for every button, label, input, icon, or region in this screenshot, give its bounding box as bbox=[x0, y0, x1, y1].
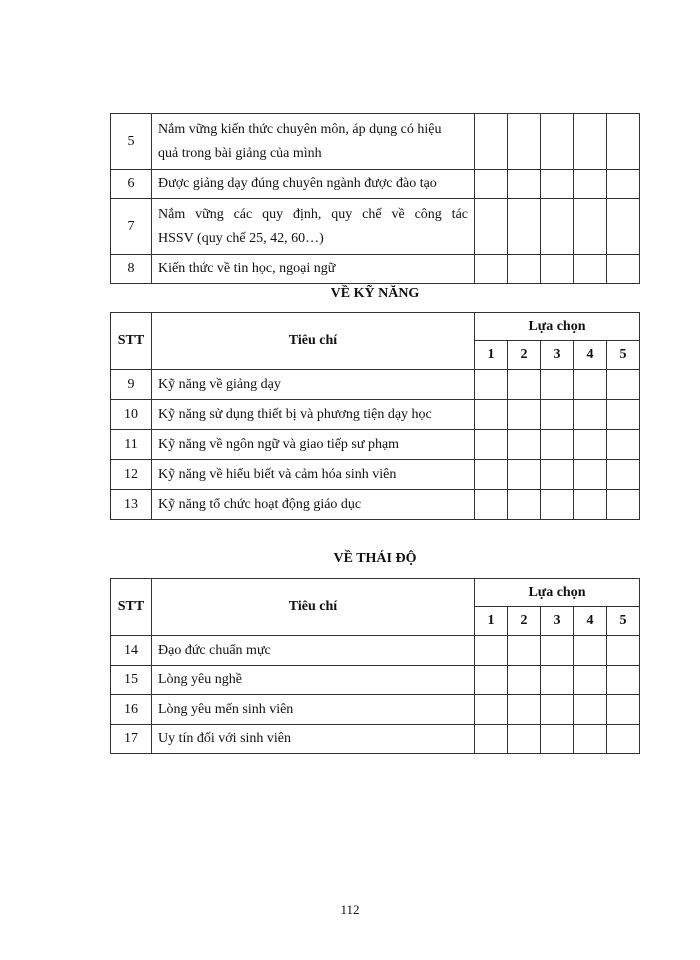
choice-1-cell[interactable] bbox=[474, 430, 507, 460]
choice-2-cell[interactable] bbox=[507, 666, 540, 695]
choice-header: Lựa chọn bbox=[474, 313, 639, 341]
choice-5-cell[interactable] bbox=[607, 199, 640, 255]
criteria-line: Nắm vững các quy định, quy chế về công tác bbox=[158, 206, 468, 222]
stt-header: STT bbox=[111, 579, 152, 636]
stt-header: STT bbox=[111, 313, 152, 370]
header-row bbox=[111, 313, 640, 341]
criteria-line: HSSV (quy chế 25, 42, 60…) bbox=[158, 230, 324, 246]
table-row bbox=[111, 255, 640, 284]
option-header: 5 bbox=[606, 607, 639, 636]
choice-5-cell[interactable] bbox=[606, 695, 639, 725]
choice-1-cell[interactable] bbox=[475, 199, 508, 255]
choice-3-cell[interactable] bbox=[541, 170, 574, 199]
skills-table bbox=[110, 312, 640, 520]
choice-4-cell[interactable] bbox=[573, 695, 606, 725]
choice-2-cell[interactable] bbox=[507, 400, 540, 430]
criteria-cell: Lòng yêu mến sinh viên bbox=[152, 695, 475, 725]
criteria-cell: Lòng yêu nghề bbox=[152, 666, 475, 695]
choice-5-cell[interactable] bbox=[606, 666, 639, 695]
table-row bbox=[111, 666, 640, 695]
table-row bbox=[111, 114, 640, 170]
table-row bbox=[111, 460, 640, 490]
row-number: 6 bbox=[111, 170, 152, 199]
choice-4-cell[interactable] bbox=[574, 255, 607, 284]
choice-1-cell[interactable] bbox=[474, 370, 507, 400]
criteria-cell: Kỹ năng về giảng dạy bbox=[152, 370, 475, 400]
criteria-line: quả trong bài giảng của mình bbox=[158, 145, 322, 161]
criteria-cell: Kiến thức về tin học, ngoại ngữ bbox=[152, 255, 475, 284]
choice-3-cell[interactable] bbox=[540, 460, 573, 490]
choice-header: Lựa chọn bbox=[474, 579, 639, 607]
choice-1-cell[interactable] bbox=[475, 114, 508, 170]
section-title-skills: VỀ KỸ NĂNG bbox=[330, 286, 420, 301]
criteria-cell: Được giảng dạy đúng chuyên ngành được đào tạo bbox=[152, 170, 475, 199]
table-row bbox=[111, 370, 640, 400]
choice-3-cell[interactable] bbox=[540, 430, 573, 460]
choice-3-cell[interactable] bbox=[540, 370, 573, 400]
table-row bbox=[111, 199, 640, 255]
choice-1-cell[interactable] bbox=[475, 170, 508, 199]
criteria-cell: Kỹ năng tổ chức hoạt động giáo dục bbox=[152, 490, 475, 520]
choice-1-cell[interactable] bbox=[475, 255, 508, 284]
criteria-cell: Uy tín đối với sinh viên bbox=[152, 725, 475, 754]
choice-2-cell[interactable] bbox=[507, 460, 540, 490]
row-number: 14 bbox=[111, 636, 152, 666]
choice-5-cell[interactable] bbox=[607, 255, 640, 284]
choice-2-cell[interactable] bbox=[508, 170, 541, 199]
choice-4-cell[interactable] bbox=[574, 199, 607, 255]
choice-2-cell[interactable] bbox=[507, 490, 540, 520]
option-header: 3 bbox=[540, 607, 573, 636]
choice-5-cell[interactable] bbox=[607, 170, 640, 199]
choice-5-cell[interactable] bbox=[606, 460, 639, 490]
choice-3-cell[interactable] bbox=[540, 666, 573, 695]
choice-2-cell[interactable] bbox=[507, 725, 540, 754]
table-row bbox=[111, 636, 640, 666]
choice-4-cell[interactable] bbox=[573, 430, 606, 460]
option-header: 2 bbox=[507, 341, 540, 370]
choice-3-cell[interactable] bbox=[541, 255, 574, 284]
header-row bbox=[111, 579, 640, 607]
option-header: 1 bbox=[474, 607, 507, 636]
row-number: 13 bbox=[111, 490, 152, 520]
row-number: 15 bbox=[111, 666, 152, 695]
choice-4-cell[interactable] bbox=[573, 636, 606, 666]
choice-3-cell[interactable] bbox=[540, 400, 573, 430]
choice-2-cell[interactable] bbox=[507, 695, 540, 725]
option-header: 5 bbox=[606, 341, 639, 370]
choice-4-cell[interactable] bbox=[573, 666, 606, 695]
criteria-cell: Kỹ năng về ngôn ngữ và giao tiếp sư phạm bbox=[152, 430, 475, 460]
option-header: 4 bbox=[573, 607, 606, 636]
section-title-attitude: VỀ THÁI ĐỘ bbox=[333, 551, 417, 566]
criteria-header: Tiêu chí bbox=[152, 579, 475, 636]
choice-1-cell[interactable] bbox=[474, 490, 507, 520]
row-number: 17 bbox=[111, 725, 152, 754]
table-row bbox=[111, 400, 640, 430]
row-number: 5 bbox=[111, 114, 152, 170]
choice-4-cell[interactable] bbox=[573, 490, 606, 520]
criteria-line: Nắm vững kiến thức chuyên môn, áp dụng có hiệu bbox=[158, 121, 442, 137]
row-number: 10 bbox=[111, 400, 152, 430]
attitude-table bbox=[110, 578, 640, 754]
table-row bbox=[111, 725, 640, 754]
choice-1-cell[interactable] bbox=[474, 695, 507, 725]
choice-1-cell[interactable] bbox=[474, 460, 507, 490]
choice-4-cell[interactable] bbox=[573, 725, 606, 754]
table-row bbox=[111, 490, 640, 520]
choice-1-cell[interactable] bbox=[474, 725, 507, 754]
option-header: 1 bbox=[474, 341, 507, 370]
choice-3-cell[interactable] bbox=[540, 490, 573, 520]
option-header: 2 bbox=[507, 607, 540, 636]
choice-2-cell[interactable] bbox=[508, 114, 541, 170]
choice-5-cell[interactable] bbox=[606, 400, 639, 430]
row-number: 7 bbox=[111, 199, 152, 255]
choice-5-cell[interactable] bbox=[606, 636, 639, 666]
row-number: 9 bbox=[111, 370, 152, 400]
choice-5-cell[interactable] bbox=[606, 430, 639, 460]
choice-5-cell[interactable] bbox=[606, 370, 639, 400]
choice-4-cell[interactable] bbox=[574, 170, 607, 199]
row-number: 16 bbox=[111, 695, 152, 725]
choice-3-cell[interactable] bbox=[541, 114, 574, 170]
criteria-cell bbox=[152, 199, 475, 255]
criteria-header: Tiêu chí bbox=[152, 313, 475, 370]
choice-5-cell[interactable] bbox=[606, 725, 639, 754]
choice-2-cell[interactable] bbox=[508, 255, 541, 284]
choice-4-cell[interactable] bbox=[573, 460, 606, 490]
choice-2-cell[interactable] bbox=[508, 199, 541, 255]
choice-1-cell[interactable] bbox=[474, 636, 507, 666]
choice-4-cell[interactable] bbox=[573, 370, 606, 400]
choice-3-cell[interactable] bbox=[540, 725, 573, 754]
choice-3-cell[interactable] bbox=[540, 695, 573, 725]
row-number: 11 bbox=[111, 430, 152, 460]
choice-1-cell[interactable] bbox=[474, 400, 507, 430]
choice-5-cell[interactable] bbox=[607, 114, 640, 170]
criteria-cell: Kỹ năng về hiểu biết và cảm hóa sinh viên bbox=[152, 460, 475, 490]
choice-4-cell[interactable] bbox=[573, 400, 606, 430]
criteria-cell: Đạo đức chuẩn mực bbox=[152, 636, 475, 666]
criteria-cell: Kỹ năng sử dụng thiết bị và phương tiện dạy học bbox=[152, 400, 475, 430]
table-row bbox=[111, 430, 640, 460]
choice-2-cell[interactable] bbox=[507, 430, 540, 460]
table-row bbox=[111, 170, 640, 199]
choice-2-cell[interactable] bbox=[507, 370, 540, 400]
option-header: 4 bbox=[573, 341, 606, 370]
choice-3-cell[interactable] bbox=[541, 199, 574, 255]
criteria-cell bbox=[152, 114, 475, 170]
page-number: 112 bbox=[340, 902, 360, 917]
option-header: 3 bbox=[540, 341, 573, 370]
choice-3-cell[interactable] bbox=[540, 636, 573, 666]
choice-5-cell[interactable] bbox=[606, 490, 639, 520]
row-number: 8 bbox=[111, 255, 152, 284]
row-number: 12 bbox=[111, 460, 152, 490]
knowledge-table bbox=[110, 113, 640, 284]
choice-2-cell[interactable] bbox=[507, 636, 540, 666]
choice-1-cell[interactable] bbox=[474, 666, 507, 695]
choice-4-cell[interactable] bbox=[574, 114, 607, 170]
table-row bbox=[111, 695, 640, 725]
